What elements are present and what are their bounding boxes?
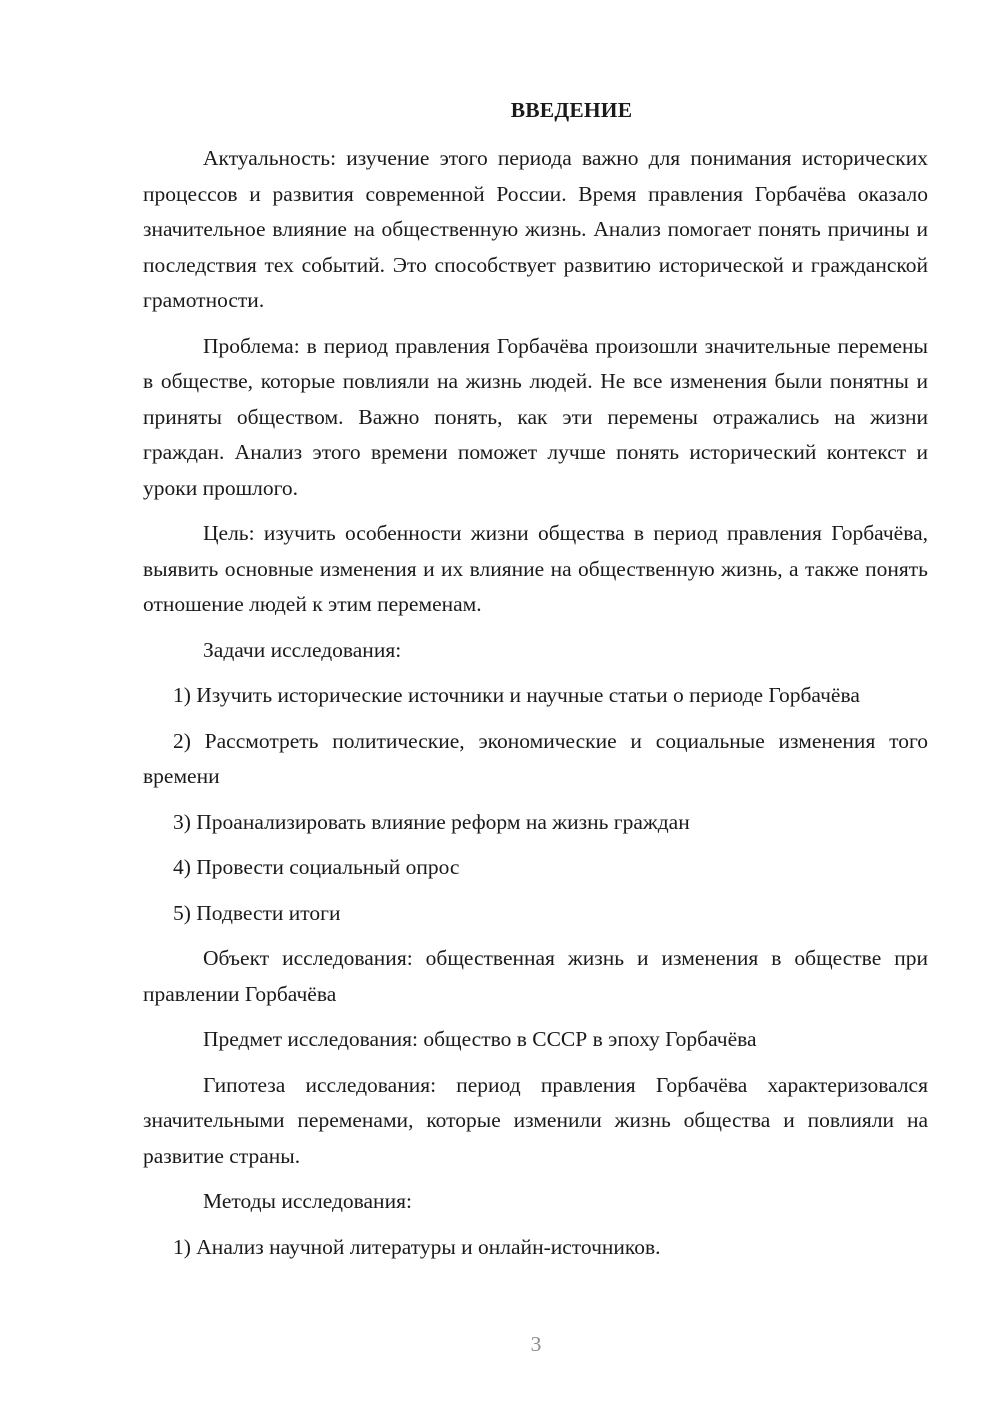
task-item: 1) Изучить исторические источники и научные статьи о периоде Горбачёва [173, 683, 860, 707]
hypothesis-paragraph: Гипотеза исследования: период правления Горбачёва характеризовался значительными переменами, которые изменили жизнь общества и повлияли на развитие страны. [143, 1072, 928, 1168]
document-title: ВВЕДЕНИЕ [510, 98, 633, 122]
tasks-heading: Задачи исследования: [203, 637, 402, 662]
task-item: 5) Подвести итоги [173, 900, 341, 925]
goal-paragraph: Цель: изучить особенности жизни общества в период правления Горбачёва, выявить основные изменения и их влияние на общественную жизнь, а также понять отношение людей к этим переменам. [143, 521, 928, 616]
page-number: 3 [530, 1332, 542, 1356]
object-paragraph: Объект исследования: общественная жизнь и изменения в обществе при правлении Горбачёва [143, 946, 928, 1006]
task-item: 2) Рассмотреть политические, экономические и социальные изменения того времени [143, 728, 928, 788]
methods-heading: Методы исследования: [203, 1189, 412, 1213]
document-page [143, 96, 928, 1275]
task-item: 4) Провести социальный опрос [173, 855, 460, 879]
subject-paragraph: Предмет исследования: общество в СССР в эпоху Горбачёва [203, 1027, 757, 1051]
task-item: 3) Проанализировать влияние реформ на жизнь граждан [173, 809, 690, 834]
method-item: 1) Анализ научной литературы и онлайн-источников. [173, 1234, 661, 1259]
relevance-paragraph: Актуальность: изучение этого периода важно для понимания исторических процессов и развития современной России. Время правления Горбачёва оказало значительное влияние на общественную жизнь. Анализ помогает понять причины и последствия тех событий. Это способствует развитию исторической и гражданской грамотности. [143, 146, 928, 312]
problem-paragraph: Проблема: в период правления Горбачёва произошли значительные перемены в обществе, которые повлияли на жизнь людей. Не все изменения были понятны и приняты обществом. Важно понять, как эти перемены отражались на жизни граждан. Анализ этого времени поможет лучше понять исторический контекст и уроки прошлого. [143, 333, 928, 500]
